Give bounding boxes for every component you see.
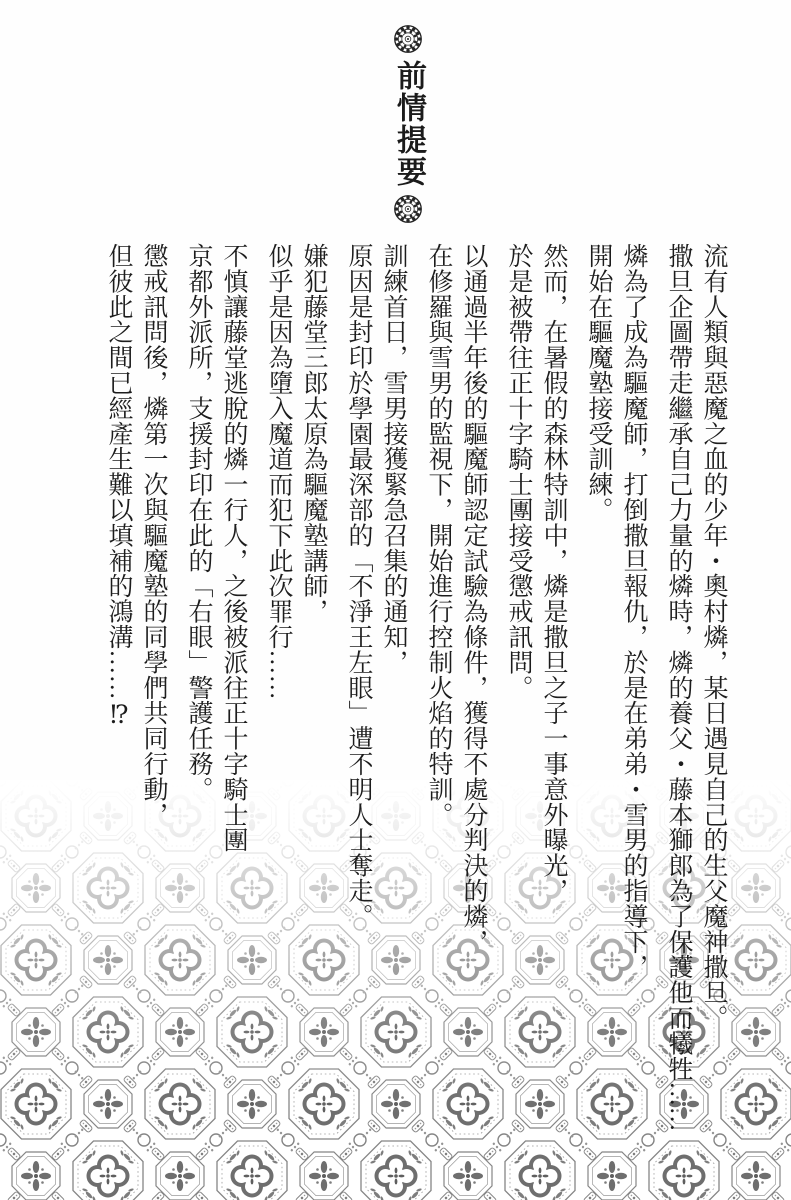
rosette-medallion-icon	[393, 194, 423, 224]
synopsis-line: 撒旦企圖帶走繼承自己力量的燐時，燐的養父・藤本獅郎為了保護他而犧牲……	[665, 243, 692, 1132]
synopsis-line: 燐為了成為驅魔師，打倒撒旦報仇，於是在弟弟・雪男的指導下，	[620, 243, 647, 980]
synopsis-line: 然而，在暑假的森林特訓中，燐是撒旦之子一事意外曝光，	[540, 243, 567, 904]
synopsis-line: 以通過半年後的驅魔師認定試驗為條件，獲得不處分判決的燐，	[460, 243, 487, 955]
synopsis-text	[91, 243, 731, 1132]
synopsis-line: 流有人類與惡魔之血的少年・奧村燐，某日遇見自己的生父魔神撒旦。	[700, 243, 727, 1031]
synopsis-paragraph	[101, 243, 171, 1078]
synopsis-line: 訓練首日，雪男接獲緊急召集的通知，	[380, 243, 407, 675]
synopsis-paragraph	[581, 243, 651, 1078]
synopsis-line: 似乎是因為墮入魔道而犯下此次罪行……	[265, 243, 292, 701]
synopsis-line: 嫌犯藤堂三郎太原為驅魔塾講師，	[300, 243, 327, 624]
synopsis-line: 原因是封印於學園最深部的「不淨王左眼」遭不明人士奪走。	[345, 243, 372, 929]
synopsis-line: 開始在驅魔塾接受訓練。	[585, 243, 612, 523]
synopsis-line: 懲戒訊問後，燐第一次與驅魔塾的同學們共同行動，	[140, 243, 167, 828]
synopsis-paragraph	[421, 243, 491, 1078]
synopsis-line: 京都外派所，支援封印在此的「右眼」警護任務。	[185, 243, 212, 802]
synopsis-paragraph	[661, 243, 731, 1132]
page-title: 前情提要	[392, 60, 425, 188]
synopsis-paragraph	[261, 243, 331, 1078]
synopsis-line: 但彼此之間已經產生難以填補的鴻溝……⁉	[105, 243, 132, 730]
synopsis-paragraph	[501, 243, 571, 1078]
rosette-medallion-icon	[393, 24, 423, 54]
synopsis-line: 在修羅與雪男的監視下，開始進行控制火焰的特訓。	[425, 243, 452, 828]
title-block	[388, 24, 428, 224]
synopsis-paragraph	[341, 243, 411, 1078]
synopsis-line: 不慎讓藤堂逃脫的燐一行人，之後被派往正十字騎士團	[220, 243, 247, 853]
synopsis-paragraph	[181, 243, 251, 1078]
synopsis-line: 於是被帶往正十字騎士團接受懲戒訊問。	[505, 243, 532, 701]
